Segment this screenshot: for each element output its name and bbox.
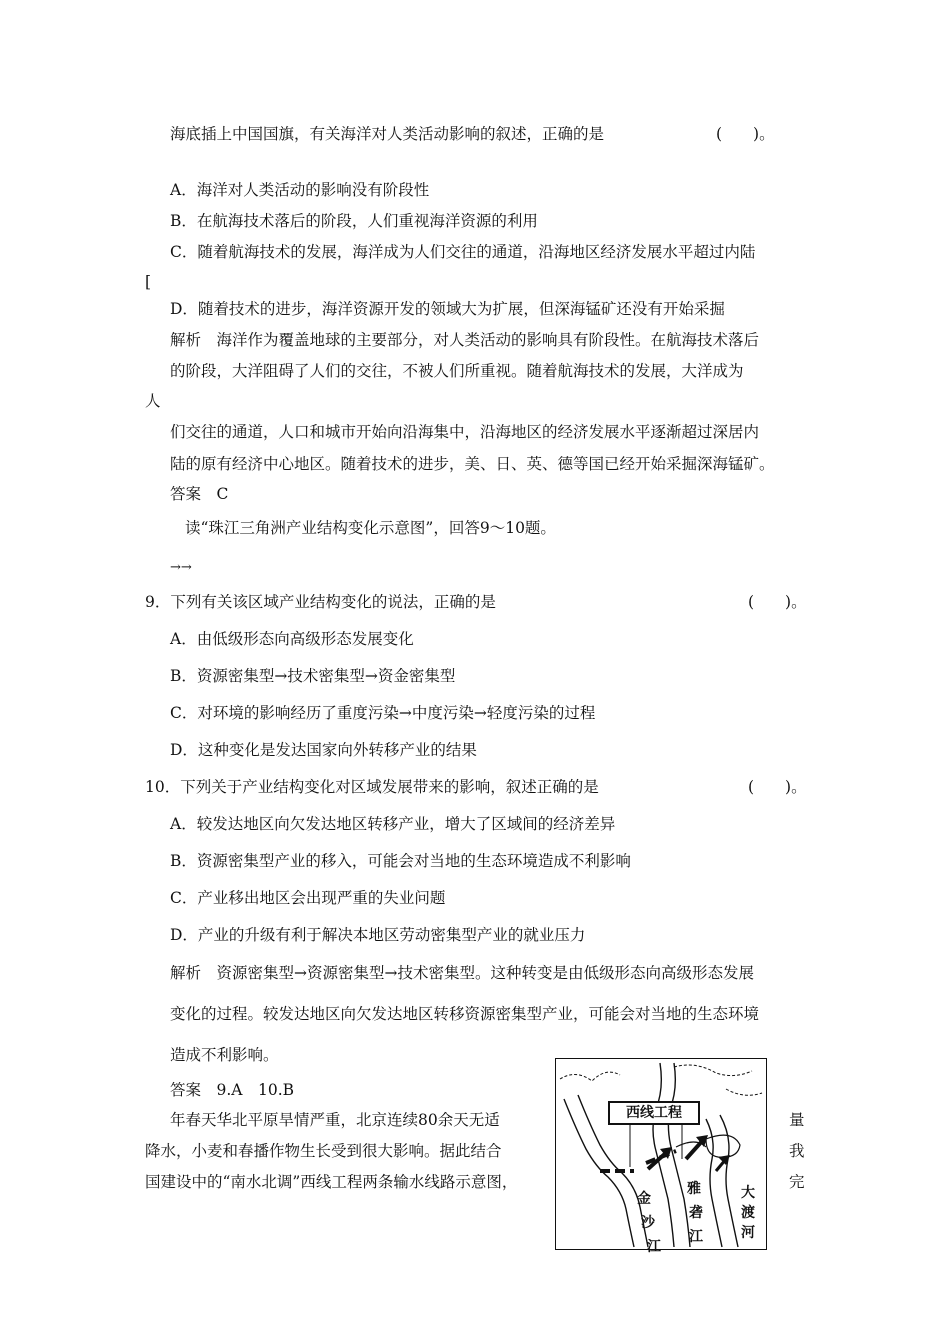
analysis-9-10-line-2: 变化的过程。较发达地区向欠发达地区转移资源密集型产业，可能会对当地的生态环境 <box>170 1005 760 1023</box>
passage-line-2: 降水，小麦和春播作物生长受到很大影响。据此结合 <box>145 1142 502 1160</box>
passage-right-2: 我 <box>789 1142 805 1160</box>
q10-stem: 10．下列关于产业结构变化对区域发展带来的影响，叙述正确的是 <box>145 778 599 796</box>
q9-stem: 9．下列有关该区域产业结构变化的说法，正确的是 <box>145 593 496 611</box>
label-yalong-3: 江 <box>689 1229 703 1245</box>
q10-answer-paren: ( )。 <box>748 778 807 796</box>
q10-option-d: D．产业的升级有利于解决本地区劳动密集型产业的就业压力 <box>170 926 586 944</box>
analysis-9-10-line-1: 解析 资源密集型→资源密集型→技术密集型。这种转变是由低级形态向高级形态发展 <box>170 964 754 982</box>
border-line-right <box>726 1089 762 1095</box>
stray-bracket: [ <box>145 273 152 291</box>
label-dadu-3: 河 <box>741 1225 755 1241</box>
west-route-map <box>555 1058 767 1255</box>
arrows-line: →→ <box>170 560 192 575</box>
label-jinsha-3: 江 <box>647 1239 661 1255</box>
border-line-top-left <box>560 1072 620 1081</box>
q9-option-c: C．对环境的影响经历了重度污染→中度污染→轻度污染的过程 <box>170 704 596 722</box>
q9-option-d: D．这种变化是发达国家向外转移产业的结果 <box>170 741 477 759</box>
q8-analysis-line-2: 的阶段，大洋阻碍了人们的交往，不被人们所重视。随着航海技术的发展，大洋成为 <box>170 362 744 380</box>
q8-option-c: C．随着航海技术的发展，海洋成为人们交往的通道，沿海地区经济发展水平超过内陆 <box>170 243 756 261</box>
lake-loop <box>706 1135 740 1157</box>
q8-stem: 海底插上中国国旗，有关海洋对人类活动影响的叙述，正确的是 <box>170 125 605 143</box>
q8-option-d: D．随着技术的进步，海洋资源开发的领域大为扩展，但深海锰矿还没有开始采掘 <box>170 300 725 318</box>
label-dadu-2: 渡 <box>741 1205 755 1221</box>
label-yalong-1: 雅 <box>687 1181 701 1197</box>
q8-analysis-line-4: 们交往的通道，人口和城市开始向沿海集中，沿海地区的经济发展水平逐渐超过深居内 <box>170 423 760 441</box>
map-title: 西线工程 <box>608 1101 700 1125</box>
passage-line-1: 年春天华北平原旱情严重，北京连续80余天无适 <box>170 1111 500 1129</box>
map-drawing <box>556 1059 766 1249</box>
label-jinsha-2: 沙 <box>641 1215 655 1231</box>
passage-line-3: 国建设中的“南水北调”西线工程两条输水线路示意图， <box>145 1173 518 1191</box>
intro-9-10: 读“珠江三角洲产业结构变化示意图”，回答9～10题。 <box>185 519 556 537</box>
label-dadu-1: 大 <box>741 1185 755 1201</box>
q10-option-a: A．较发达地区向欠发达地区转移产业，增大了区域间的经济差异 <box>170 815 616 833</box>
analysis-9-10-line-3: 造成不利影响。 <box>170 1046 279 1064</box>
q8-answer-paren: ( )。 <box>716 125 775 143</box>
q8-analysis-line-5: 陆的原有经济中心地区。随着技术的进步，美、日、英、德等国已经开始采掘深海锰矿。 <box>170 455 775 473</box>
q8-option-a: A．海洋对人类活动的影响没有阶段性 <box>170 181 430 199</box>
q8-answer: 答案 C <box>170 485 229 503</box>
passage-right-3: 完 <box>789 1173 805 1191</box>
q8-analysis-line-3: 人 <box>145 392 161 410</box>
q9-answer-paren: ( )。 <box>748 593 807 611</box>
q8-analysis-line-1: 解析 海洋作为覆盖地球的主要部分，对人类活动的影响具有阶段性。在航海技术落后 <box>170 331 760 349</box>
q10-option-c: C．产业移出地区会出现严重的失业问题 <box>170 889 446 907</box>
answer-9-10: 答案 9.A 10.B <box>170 1081 295 1099</box>
q9-option-a: A．由低级形态向高级形态发展变化 <box>170 630 414 648</box>
q9-option-b: B．资源密集型→技术密集型→资金密集型 <box>170 667 456 685</box>
border-line-top-right <box>674 1065 752 1076</box>
label-jinsha-1: 金 <box>637 1191 651 1207</box>
q10-option-b: B．资源密集型产业的移入，可能会对当地的生态环境造成不利影响 <box>170 852 631 870</box>
label-yalong-2: 砻 <box>689 1205 703 1221</box>
passage-right-1: 量 <box>789 1111 805 1129</box>
q8-option-b: B．在航海技术落后的阶段，人们重视海洋资源的利用 <box>170 212 538 230</box>
